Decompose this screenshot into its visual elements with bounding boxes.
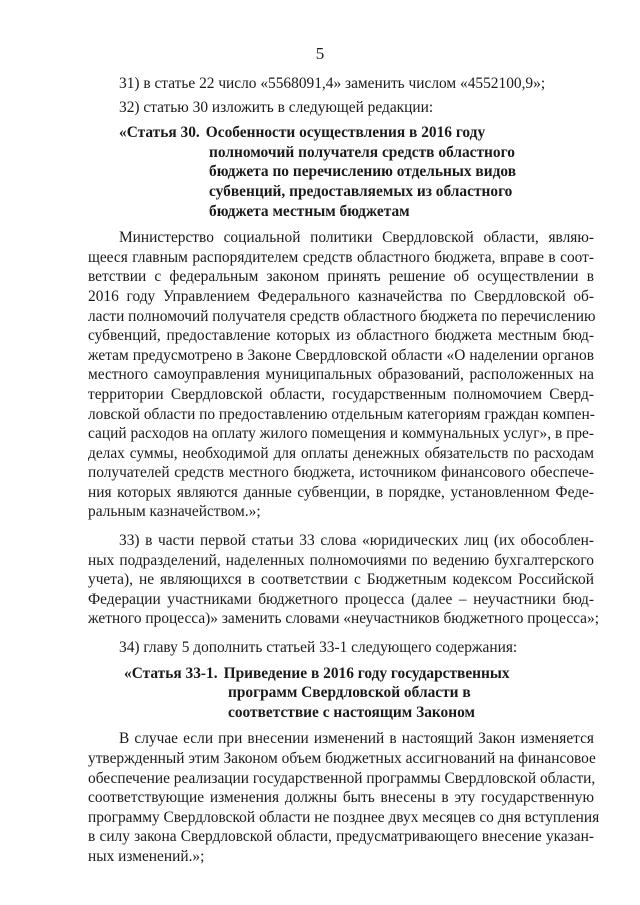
article-30-body-line: Министерство социальной политики Свердловской области, являю- — [119, 229, 594, 247]
article-30-body-line: делах суммы, необходимой для оплаты денежных обязательств по расходам — [88, 444, 594, 462]
item-34-line: 34) главу 5 дополнить статьей 33-1 следующего содержания: — [119, 639, 518, 657]
article-30-body-line: местного самоуправления муниципальных образований, расположенных на — [88, 366, 594, 384]
article-33-1-body-line: в силу закона Свердловской области, предусматривающего внесение указан- — [88, 828, 594, 846]
item-33-line: ных подразделений, наделенных полномочиями по ведению бухгалтерского — [88, 551, 594, 569]
document-body — [88, 74, 600, 867]
article-30-body-line: ральным казначейством.»; — [88, 503, 261, 521]
article-30-body-line: щееся главным распорядителем средств областного бюджета, вправе в соот- — [88, 248, 594, 266]
article-30-label: «Статья 30. — [119, 124, 200, 142]
item-31 — [88, 74, 594, 94]
article-30-title-line: полномочий получателя средств областного — [209, 143, 515, 161]
article-33-1-title-line: Приведение в 2016 году государственных — [223, 664, 510, 682]
article-30-title-line: бюджета по перечислению отдельных видов — [209, 163, 516, 181]
article-30-body-line: жетам предусмотрено в Законе Свердловской области «О наделении органов — [88, 346, 594, 364]
article-30-body-line: саций расходов на оплату жилого помещения и коммунальных услуг», в пре- — [88, 425, 594, 443]
article-33-1-body-line: утвержденный этим Законом объем бюджетных ассигнований на финансовое — [88, 750, 596, 767]
article-30-body-line: ветствии с федеральным законом принять решение об осуществлении в — [88, 268, 594, 286]
item-33-line: жетного процесса)» заменить словами «неучастников бюджетного процесса»; — [88, 610, 599, 628]
article-30-title-line: бюджета местным бюджетам — [209, 202, 410, 220]
item-33 — [88, 531, 599, 629]
article-33-1-body-line: обеспечение реализации государственной программы Свердловской области, — [88, 769, 596, 787]
item-32-line: 32) статью 30 изложить в следующей редакции: — [119, 98, 434, 116]
article-30-title-line: субвенций, предоставляемых из областного — [209, 182, 513, 200]
item-32 — [88, 98, 594, 118]
article-30-body-line: ловской области по предоставлению отдельным категориям граждан компен- — [88, 405, 595, 423]
page-number: 5 — [315, 44, 325, 63]
article-30-body-line: ласти полномочий получателя средств областного бюджета по перечислению — [88, 307, 596, 325]
article-33-1-label: «Статья 33-1. — [124, 664, 218, 682]
item-33-line: учета), не являющихся в соответствии с Бюджетным кодексом Российской — [88, 571, 594, 589]
article-30-body-line: ния которых являются данные субвенции, в порядке, установленном Феде- — [88, 483, 594, 501]
article-30-body-line: получателей средств местного бюджета, источником финансового обеспече- — [88, 464, 594, 482]
article-33-1-body — [88, 729, 600, 866]
article-30-title — [200, 123, 485, 143]
article-33-1-body-line: В случае если при внесении изменений в настоящий Закон изменяется — [119, 730, 594, 748]
article-33-1-heading — [88, 664, 594, 723]
article-33-1-body-line: соответствующие изменения должны быть внесены в эту государственную — [88, 789, 594, 807]
article-30-heading — [88, 123, 594, 221]
article-30-body-line: территории Свердловской области, государственным полномочием Сверд- — [88, 385, 594, 403]
article-33-1-body-line: программу Свердловской области не позднее двух месяцев со дня вступления — [88, 808, 600, 826]
item-33-line: 33) в части первой статьи 33 слова «юридических лиц (их обособлен- — [119, 532, 594, 550]
article-30-body-line: субвенций, предоставление которых из областного бюджета местным бюд- — [88, 327, 594, 345]
article-30-title-cont — [88, 143, 594, 221]
item-31-line: 31) в статье 22 число «5568091,4» заменить числом «4552100,9»; — [119, 75, 546, 92]
article-33-1-title — [218, 664, 510, 684]
article-33-1-title-cont — [88, 683, 594, 722]
item-34 — [88, 638, 594, 658]
article-30-body — [88, 228, 594, 522]
article-30-body-line: 2016 году Управлением Федерального казначейства по Свердловской об- — [88, 287, 594, 305]
item-33-line: Федерации участниками бюджетного процесса (далее – неучастники бюд- — [88, 590, 594, 608]
article-33-1-body-line: ных изменений.»; — [88, 847, 205, 865]
article-30-title-line: Особенности осуществления в 2016 году — [205, 124, 486, 142]
article-33-1-title-line: программ Свердловской области в — [228, 684, 471, 702]
article-33-1-title-line: соответствие с настоящим Законом — [228, 703, 476, 721]
